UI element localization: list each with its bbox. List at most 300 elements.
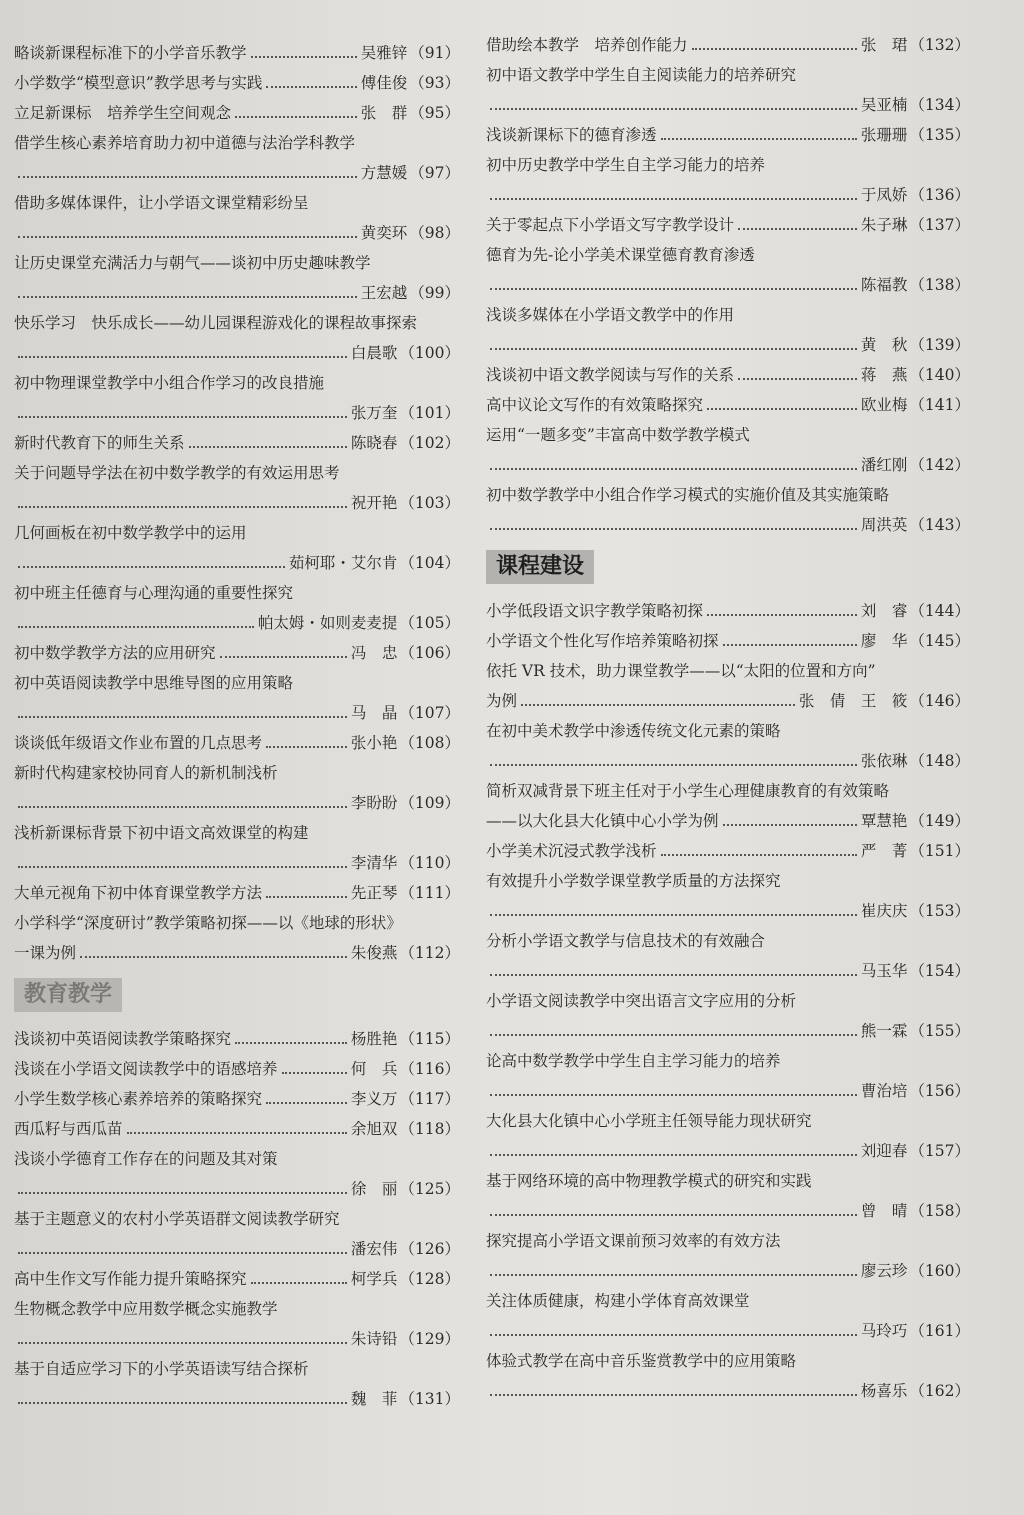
toc-entry <box>14 1204 460 1264</box>
entry-line <box>14 1174 460 1204</box>
toc-entry <box>14 878 460 908</box>
entry-title: 让历史课堂充满活力与朝气——谈初中历史趣味教学 <box>14 254 371 272</box>
toc-entry <box>486 866 970 926</box>
leader-dots <box>490 198 857 200</box>
leader-dots <box>18 1252 347 1254</box>
right-column <box>486 30 970 1406</box>
entry-author: 吴亚楠 <box>860 96 908 114</box>
toc-entry <box>14 368 460 428</box>
entry-title: 几何画板在初中数学教学中的运用 <box>14 524 247 542</box>
entry-title: 浅谈多媒体在小学语文教学中的作用 <box>486 306 735 324</box>
leader-dots <box>490 1214 857 1216</box>
entry-author: 余旭双 <box>350 1120 398 1138</box>
entry-line <box>486 510 970 540</box>
entry-page: （137） <box>909 216 970 234</box>
entry-line <box>14 938 460 968</box>
toc-entry <box>14 518 460 578</box>
entry-page: （149） <box>909 812 970 830</box>
entry-line <box>14 218 460 248</box>
toc-entry <box>14 638 460 668</box>
entry-title: 探究提高小学语文课前预习效率的有效方法 <box>486 1232 781 1250</box>
entry-title: 关注体质健康，构建小学体育高效课堂 <box>486 1292 750 1310</box>
entry-line <box>486 90 970 120</box>
entry-title: 德育为先-论小学美术课堂德育教育渗透 <box>486 246 755 264</box>
toc-entry <box>14 1054 460 1084</box>
entry-author: 蒋 燕 <box>860 366 908 384</box>
entry-line <box>486 1016 970 1046</box>
entry-title: 小学美术沉浸式教学浅析 <box>486 842 657 860</box>
entry-line <box>486 1256 970 1286</box>
entry-title: 分析小学语文教学与信息技术的有效融合 <box>486 932 766 950</box>
toc-entry <box>486 1286 970 1346</box>
leader-dots <box>490 1334 857 1336</box>
leader-dots <box>661 138 857 140</box>
toc-entry <box>14 128 460 188</box>
toc-entry <box>486 480 970 540</box>
entry-line <box>486 1196 970 1226</box>
entry-title: 初中语文教学中学生自主阅读能力的培养研究 <box>486 66 797 84</box>
entry-title: 初中历史教学中学生自主学习能力的培养 <box>486 156 766 174</box>
leader-dots <box>661 854 857 856</box>
leader-dots <box>723 824 857 826</box>
toc-entry <box>486 300 970 360</box>
entry-author: 朱俊燕 <box>350 944 398 962</box>
leader-dots <box>18 356 347 358</box>
entry-author: 祝开艳 <box>350 494 398 512</box>
entry-page: （107） <box>399 704 460 722</box>
entry-line <box>486 896 970 926</box>
entry-page: （143） <box>909 516 970 534</box>
leader-dots <box>18 566 285 568</box>
entry-page: （125） <box>399 1180 460 1198</box>
leader-dots <box>490 1034 857 1036</box>
entry-author: 何 兵 <box>350 1060 398 1078</box>
entry-title: 西瓜籽与西瓜苗 <box>14 1120 123 1138</box>
entry-author: 陈晓春 <box>350 434 398 452</box>
section-heading-jiaoyu-jiaoxue: 教育教学 <box>14 978 122 1012</box>
entry-title: 高中议论文写作的有效策略探究 <box>486 396 704 414</box>
entry-page: （155） <box>909 1022 970 1040</box>
entry-title: 略谈新课程标准下的小学音乐教学 <box>14 44 247 62</box>
leader-dots <box>490 1274 857 1276</box>
entry-page: （111） <box>399 884 460 902</box>
entry-page: （160） <box>909 1262 970 1280</box>
section-heading-kecheng-jianshe: 课程建设 <box>486 550 594 584</box>
entry-line <box>14 488 460 518</box>
entry-author: 张 倩 王 筱 <box>798 692 908 710</box>
entry-title: 初中英语阅读教学中思维导图的应用策略 <box>14 674 294 692</box>
entry-title: 初中班主任德育与心理沟通的重要性探究 <box>14 584 294 602</box>
entry-line <box>14 38 460 68</box>
entry-author: 张 珺 <box>860 36 908 54</box>
entry-author: 张小艳 <box>350 734 398 752</box>
entry-page: （93） <box>409 74 460 92</box>
entry-title: 小学数学“模型意识”教学思考与实践 <box>14 74 263 92</box>
entry-line <box>486 746 970 776</box>
entry-line <box>14 638 460 668</box>
entry-line <box>486 596 970 626</box>
entry-title: 体验式教学在高中音乐鉴赏教学中的应用策略 <box>486 1352 797 1370</box>
entry-page: （138） <box>909 276 970 294</box>
leader-dots <box>18 1192 347 1194</box>
entry-author: 潘红刚 <box>860 456 908 474</box>
entry-line <box>14 608 460 638</box>
entry-page: （112） <box>399 944 460 962</box>
entry-line <box>14 68 460 98</box>
entry-title: 运用“一题多变”丰富高中数学教学模式 <box>486 426 750 444</box>
leader-dots <box>521 704 795 706</box>
entry-page: （141） <box>909 396 970 414</box>
toc-entry <box>486 1226 970 1286</box>
entry-line <box>486 360 970 390</box>
entry-page: （161） <box>909 1322 970 1340</box>
entry-page: （156） <box>909 1082 970 1100</box>
leader-dots <box>251 56 357 58</box>
entry-author: 方慧媛 <box>360 164 408 182</box>
toc-entry <box>486 836 970 866</box>
entry-page: （144） <box>909 602 970 620</box>
entry-page: （103） <box>399 494 460 512</box>
left-column <box>14 38 460 1414</box>
toc-entry <box>14 1144 460 1204</box>
entry-title: 基于自适应学习下的小学英语读写结合探析 <box>14 1360 309 1378</box>
entry-page: （162） <box>909 1382 970 1400</box>
entry-title: 借助绘本教学 培养创作能力 <box>486 36 688 54</box>
entry-author: 张 群 <box>360 104 408 122</box>
toc-entry <box>14 68 460 98</box>
leader-dots <box>18 716 347 718</box>
entry-title: 基于主题意义的农村小学英语群文阅读教学研究 <box>14 1210 340 1228</box>
entry-line <box>14 278 460 308</box>
toc-entry <box>486 926 970 986</box>
toc-entry <box>486 1166 970 1226</box>
leader-dots <box>18 626 254 628</box>
toc-entry <box>14 668 460 728</box>
entry-page: （91） <box>409 44 460 62</box>
entry-author: 冯 忠 <box>350 644 398 662</box>
entry-author: 王宏越 <box>360 284 408 302</box>
leader-dots <box>490 914 857 916</box>
entry-author: 李清华 <box>350 854 398 872</box>
entry-title: 浅谈初中英语阅读教学策略探究 <box>14 1030 232 1048</box>
leader-dots <box>707 614 857 616</box>
entry-line <box>14 428 460 458</box>
toc-entry <box>486 986 970 1046</box>
entry-title: 关于问题导学法在初中数学教学的有效运用思考 <box>14 464 340 482</box>
entry-author: 白晨歌 <box>350 344 398 362</box>
leader-dots <box>738 378 857 380</box>
toc-entry <box>14 1294 460 1354</box>
entry-line <box>14 1114 460 1144</box>
entry-title: 有效提升小学数学课堂教学质量的方法探究 <box>486 872 781 890</box>
entry-page: （102） <box>399 434 460 452</box>
entry-title: 新时代构建家校协同育人的新机制浅析 <box>14 764 278 782</box>
toc-entry <box>486 1046 970 1106</box>
entry-author: 于凤娇 <box>860 186 908 204</box>
leader-dots <box>80 956 347 958</box>
entry-author: 张万奎 <box>350 404 398 422</box>
leader-dots <box>18 176 357 178</box>
entry-line <box>486 450 970 480</box>
entry-author: 李盼盼 <box>350 794 398 812</box>
entry-line <box>14 338 460 368</box>
leader-dots <box>220 656 347 658</box>
entry-title: 生物概念教学中应用数学概念实施教学 <box>14 1300 278 1318</box>
entry-author: 陈福教 <box>860 276 908 294</box>
entry-title: 浅析新课标背景下初中语文高效课堂的构建 <box>14 824 309 842</box>
entry-line <box>486 330 970 360</box>
entry-page: （132） <box>909 36 970 54</box>
entry-line <box>14 548 460 578</box>
entry-page: （154） <box>909 962 970 980</box>
leader-dots <box>266 746 347 748</box>
entry-author: 马玲巧 <box>860 1322 908 1340</box>
entry-page: （97） <box>409 164 460 182</box>
entry-title: 简析双减背景下班主任对于小学生心理健康教育的有效策略 <box>486 782 890 800</box>
entry-author: 帕太姆・如则麦麦提 <box>257 614 398 632</box>
entry-title-continued: 为例 <box>486 692 518 710</box>
toc-entry <box>486 776 970 836</box>
entry-author: 廖云珍 <box>860 1262 908 1280</box>
entry-author: 杨喜乐 <box>860 1382 908 1400</box>
leader-dots <box>18 866 347 868</box>
entry-line <box>486 270 970 300</box>
leader-dots <box>490 764 857 766</box>
entry-line <box>486 686 970 716</box>
entry-line <box>14 398 460 428</box>
entry-title: 小学语文阅读教学中突出语言文字应用的分析 <box>486 992 797 1010</box>
leader-dots <box>18 1342 347 1344</box>
leader-dots <box>266 86 356 88</box>
toc-entry <box>486 120 970 150</box>
leader-dots <box>692 48 857 50</box>
entry-title: 高中生作文写作能力提升策略探究 <box>14 1270 247 1288</box>
leader-dots <box>490 288 857 290</box>
leader-dots <box>282 1072 347 1074</box>
entry-title: 在初中美术教学中渗透传统文化元素的策略 <box>486 722 781 740</box>
entry-page: （128） <box>399 1270 460 1288</box>
entry-author: 朱子琳 <box>860 216 908 234</box>
entry-title: 小学科学“深度研讨”教学策略初探——以《地球的形状》 <box>14 914 402 932</box>
leader-dots <box>18 236 357 238</box>
entry-title: 依托 VR 技术，助力课堂教学——以“太阳的位置和方向” <box>486 662 876 680</box>
entry-page: （101） <box>399 404 460 422</box>
entry-line <box>486 1076 970 1106</box>
leader-dots <box>738 228 857 230</box>
leader-dots <box>18 506 347 508</box>
entry-title: 大化县大化镇中心小学班主任领导能力现状研究 <box>486 1112 812 1130</box>
entry-author: 徐 丽 <box>350 1180 398 1198</box>
entry-line <box>14 1384 460 1414</box>
entry-author: 魏 菲 <box>350 1390 398 1408</box>
toc-entry <box>486 150 970 210</box>
entry-author: 崔庆庆 <box>860 902 908 920</box>
entry-page: （148） <box>909 752 970 770</box>
leader-dots <box>723 644 857 646</box>
entry-line <box>486 390 970 420</box>
entry-page: （135） <box>909 126 970 144</box>
entry-page: （98） <box>409 224 460 242</box>
leader-dots <box>189 446 347 448</box>
entry-page: （110） <box>399 854 460 872</box>
toc-entry <box>14 428 460 458</box>
entry-line <box>486 210 970 240</box>
entry-author: 朱诗铅 <box>350 1330 398 1348</box>
entry-page: （142） <box>909 456 970 474</box>
entry-line <box>14 728 460 758</box>
entry-author: 黄奕环 <box>360 224 408 242</box>
entry-page: （105） <box>399 614 460 632</box>
toc-entry <box>14 728 460 758</box>
toc-entry <box>14 908 460 968</box>
leader-dots <box>235 116 357 118</box>
entry-page: （153） <box>909 902 970 920</box>
leader-dots <box>490 1394 857 1396</box>
toc-entry <box>486 240 970 300</box>
leader-dots <box>490 1094 857 1096</box>
entry-line <box>14 1234 460 1264</box>
toc-entry <box>14 1084 460 1114</box>
entry-line <box>14 158 460 188</box>
entry-title: 立足新课标 培养学生空间观念 <box>14 104 232 122</box>
entry-title: 初中物理课堂教学中小组合作学习的改良措施 <box>14 374 325 392</box>
entry-author: 马 晶 <box>350 704 398 722</box>
leader-dots <box>235 1042 347 1044</box>
entry-page: （136） <box>909 186 970 204</box>
entry-page: （126） <box>399 1240 460 1258</box>
leader-dots <box>490 1154 857 1156</box>
entry-author: 刘迎春 <box>860 1142 908 1160</box>
entry-title: 谈谈低年级语文作业布置的几点思考 <box>14 734 263 752</box>
leader-dots <box>18 1402 347 1404</box>
leader-dots <box>490 974 857 976</box>
entry-page: （158） <box>909 1202 970 1220</box>
entry-page: （116） <box>399 1060 460 1078</box>
entry-line <box>486 626 970 656</box>
entry-line <box>14 788 460 818</box>
toc-entry <box>486 1106 970 1166</box>
toc-entry <box>14 248 460 308</box>
entry-page: （118） <box>399 1120 460 1138</box>
entry-author: 廖 华 <box>860 632 908 650</box>
entry-page: （145） <box>909 632 970 650</box>
leader-dots <box>18 416 347 418</box>
entry-title: 新时代教育下的师生关系 <box>14 434 185 452</box>
entry-line <box>14 698 460 728</box>
toc-entry <box>486 1346 970 1406</box>
toc-entry <box>14 38 460 68</box>
toc-entry <box>14 1354 460 1414</box>
leader-dots <box>266 1102 347 1104</box>
entry-line <box>14 848 460 878</box>
entry-page: （106） <box>399 644 460 662</box>
leader-dots <box>251 1282 347 1284</box>
entry-title: 小学语文个性化写作培养策略初探 <box>486 632 719 650</box>
entry-author: 张珊珊 <box>860 126 908 144</box>
entry-page: （157） <box>909 1142 970 1160</box>
entry-author: 曹治培 <box>860 1082 908 1100</box>
entry-page: （129） <box>399 1330 460 1348</box>
entry-page: （131） <box>399 1390 460 1408</box>
entry-author: 张依琳 <box>860 752 908 770</box>
entry-page: （109） <box>399 794 460 812</box>
toc-entry <box>486 716 970 776</box>
toc-entry <box>486 30 970 60</box>
entry-page: （117） <box>399 1090 460 1108</box>
entry-author: 欧业梅 <box>860 396 908 414</box>
entry-page: （134） <box>909 96 970 114</box>
entry-page: （99） <box>409 284 460 302</box>
toc-entry <box>486 596 970 626</box>
entry-line <box>486 1316 970 1346</box>
entry-page: （140） <box>909 366 970 384</box>
entry-author: 柯学兵 <box>350 1270 398 1288</box>
entry-author: 周洪英 <box>860 516 908 534</box>
entry-line <box>14 878 460 908</box>
toc-entry <box>14 98 460 128</box>
toc-entry <box>14 818 460 878</box>
leader-dots <box>18 806 347 808</box>
entry-page: （100） <box>399 344 460 362</box>
entry-title: 基于网络环境的高中物理教学模式的研究和实践 <box>486 1172 812 1190</box>
entry-line <box>14 1054 460 1084</box>
entry-line <box>14 1324 460 1354</box>
leader-dots <box>266 896 347 898</box>
toc-entry <box>14 758 460 818</box>
entry-author: 严 菁 <box>860 842 908 860</box>
entry-title: 初中数学教学中小组合作学习模式的实施价值及其实施策略 <box>486 486 890 504</box>
entry-page: （146） <box>909 692 970 710</box>
entry-author: 茹柯耶・艾尔肯 <box>288 554 398 572</box>
entry-line <box>14 1024 460 1054</box>
leader-dots <box>490 468 857 470</box>
entry-line <box>14 1084 460 1114</box>
entry-line <box>486 1136 970 1166</box>
entry-line <box>486 1376 970 1406</box>
entry-author: 潘宏伟 <box>350 1240 398 1258</box>
entry-line <box>486 180 970 210</box>
leader-dots <box>490 528 857 530</box>
entry-title: 快乐学习 快乐成长——幼儿园课程游戏化的课程故事探索 <box>14 314 418 332</box>
entry-title: 浅谈初中语文教学阅读与写作的关系 <box>486 366 735 384</box>
leader-dots <box>707 408 857 410</box>
entry-title: 借助多媒体课件，让小学语文课堂精彩纷呈 <box>14 194 309 212</box>
entry-page: （108） <box>399 734 460 752</box>
entry-title: 关于零起点下小学语文写字教学设计 <box>486 216 735 234</box>
entry-title: 初中数学教学方法的应用研究 <box>14 644 216 662</box>
entry-line <box>486 30 970 60</box>
entry-page: （95） <box>409 104 460 122</box>
entry-line <box>486 120 970 150</box>
entry-author: 杨胜艳 <box>350 1030 398 1048</box>
toc-entry <box>486 390 970 420</box>
entry-author: 刘 睿 <box>860 602 908 620</box>
toc-entry <box>14 458 460 518</box>
entry-author: 熊一霖 <box>860 1022 908 1040</box>
toc-entry <box>14 1024 460 1054</box>
leader-dots <box>127 1132 347 1134</box>
entry-page: （139） <box>909 336 970 354</box>
entry-title: 大单元视角下初中体育课堂教学方法 <box>14 884 263 902</box>
entry-title: 浅谈在小学语文阅读教学中的语感培养 <box>14 1060 278 1078</box>
entry-author: 马玉华 <box>860 962 908 980</box>
leader-dots <box>490 348 857 350</box>
toc-entry <box>486 420 970 480</box>
entry-line <box>14 1264 460 1294</box>
toc-entry <box>14 1114 460 1144</box>
toc-entry <box>486 360 970 390</box>
entry-line <box>486 806 970 836</box>
